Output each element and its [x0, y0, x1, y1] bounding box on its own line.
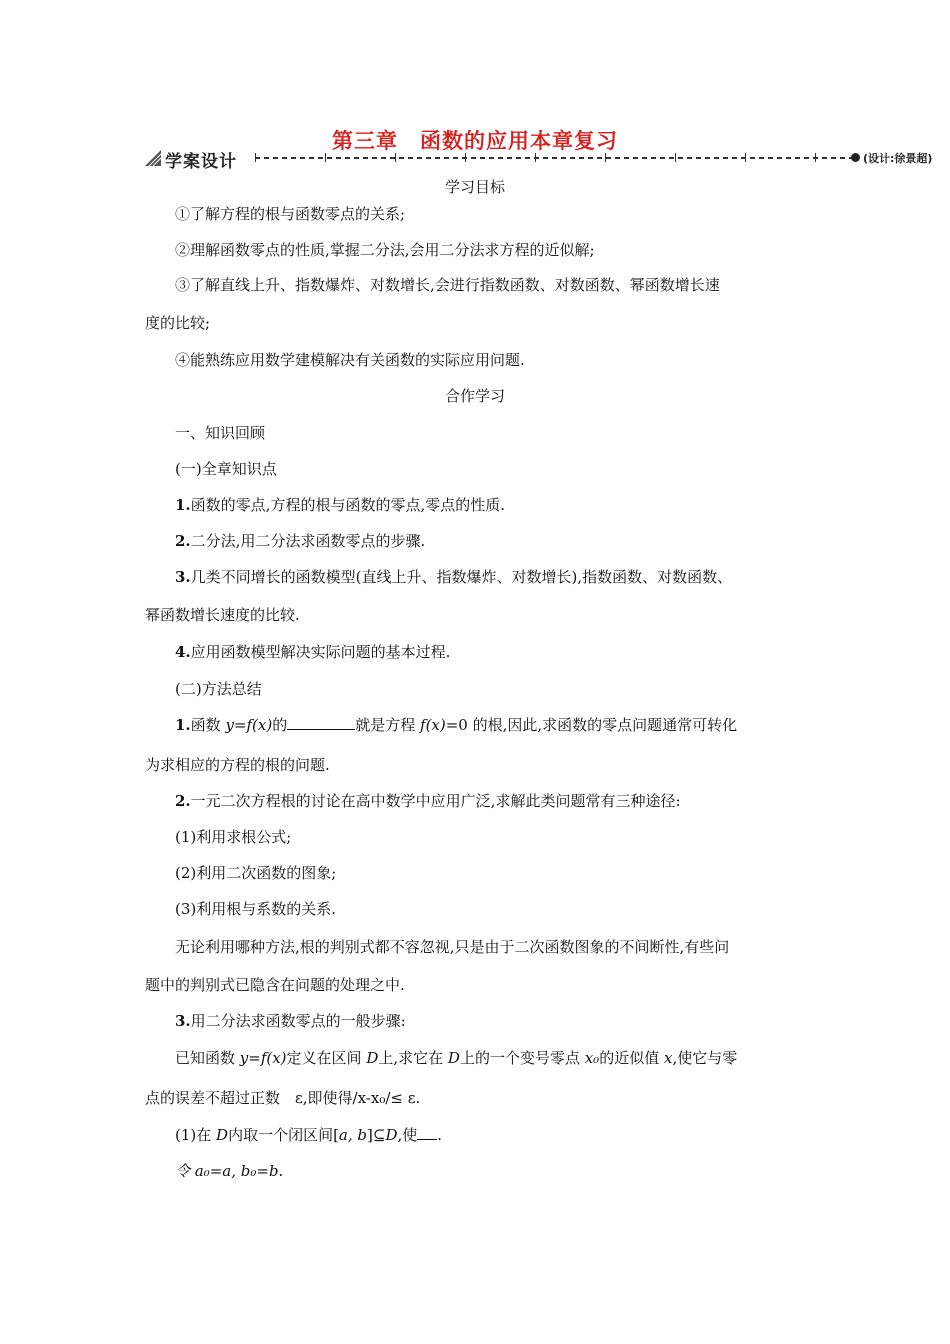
banner-tick: [605, 153, 606, 162]
method-number: 3.: [175, 1012, 191, 1030]
banner-tick: [255, 153, 256, 162]
section-heading: 一、知识回顾: [175, 424, 266, 442]
knowledge-point: [175, 531, 425, 551]
method-3: [175, 1011, 406, 1031]
formula: y=f(x): [225, 716, 273, 734]
banner-end-dot: [851, 153, 860, 162]
formula: y=f(x): [239, 1049, 287, 1067]
point-text: 应用函数模型解决实际问题的基本过程.: [190, 643, 451, 661]
goal-item: 度的比较;: [145, 314, 211, 332]
banner-tick: [535, 153, 536, 162]
method-1-continued: 为求相应的方程的根的问题.: [145, 756, 330, 774]
method-text: =0 的根,因此,求函数的零点问题通常可转化: [445, 716, 738, 734]
method-number: 2.: [175, 792, 191, 810]
subsection-heading: (二)方法总结: [175, 680, 262, 698]
method-text: 内取一个闭区间[: [228, 1126, 339, 1144]
method-text: ,使: [397, 1126, 418, 1144]
method-note-continued: 题中的判别式已隐含在问题的处理之中.: [145, 976, 405, 994]
goal-item: ②理解函数零点的性质,掌握二分法,会用二分法求方程的近似解;: [175, 241, 595, 259]
point-number: 2.: [175, 532, 191, 550]
banner-tick: [465, 153, 466, 162]
point-number: 1.: [175, 496, 191, 514]
banner-divider: [255, 157, 855, 159]
fill-blank: [417, 1125, 437, 1140]
knowledge-point: [175, 495, 505, 515]
point-text: 几类不同增长的函数模型(直线上升、指数爆炸、对数增长),指数函数、对数函数、: [190, 568, 733, 586]
method-3-continued: 点的误差不超过正数 ε,即使得/x-x₀/≤ ε.: [145, 1089, 421, 1107]
fill-blank: [287, 715, 355, 730]
method-text: 定义在区间: [286, 1049, 367, 1067]
banner-tick: [745, 153, 746, 162]
method-text: 一元二次方程根的讨论在高中数学中应用广泛,求解此类问题常有三种途径:: [190, 792, 681, 810]
formula: D: [447, 1049, 460, 1067]
goal-item: ①了解方程的根与函数零点的关系;: [175, 205, 406, 223]
method-text: 用二分法求函数零点的一般步骤:: [190, 1012, 406, 1030]
method-way: (1)利用求根公式;: [175, 828, 292, 846]
knowledge-point: [175, 567, 732, 587]
method-text: 函数: [190, 716, 226, 734]
method-text: (1)在: [175, 1126, 217, 1144]
formula: f(x): [420, 716, 446, 734]
method-text: 上,求它在: [378, 1049, 448, 1067]
banner-tick: [325, 153, 326, 162]
knowledge-point-continued: 幂函数增长速度的比较.: [145, 606, 300, 624]
subsection-heading: (一)全章知识点: [175, 460, 277, 478]
coop-heading: 合作学习: [444, 387, 505, 405]
banner-tick: [395, 153, 396, 162]
goal-item: ③了解直线上升、指数爆炸、对数增长,会进行指数函数、对数函数、幂函数增长速: [175, 276, 720, 294]
formula: D: [366, 1049, 379, 1067]
method-text: 已知函数: [175, 1049, 240, 1067]
method-1: [175, 715, 737, 735]
method-text: 的: [272, 716, 288, 734]
knowledge-point: [175, 642, 450, 662]
method-text: ]⊆: [367, 1126, 386, 1144]
formula: a, b: [338, 1126, 368, 1144]
method-way: (3)利用根与系数的关系.: [175, 900, 337, 918]
formula: x: [663, 1049, 673, 1067]
method-text: 上的一个变号零点: [459, 1049, 585, 1067]
method-3-step-1: [175, 1125, 442, 1145]
point-number: 4.: [175, 643, 191, 661]
banner-author: (设计:徐景超): [863, 152, 933, 165]
formula: D: [216, 1126, 229, 1144]
method-3-paragraph: [175, 1048, 737, 1068]
method-way: (2)利用二次函数的图象;: [175, 864, 337, 882]
method-3-let: 令 a₀=a, b₀=b.: [175, 1162, 284, 1180]
formula: x₀: [584, 1049, 600, 1067]
method-text: ,使它与零: [672, 1049, 738, 1067]
banner-label: 学案设计: [165, 152, 237, 172]
method-note: 无论利用哪种方法,根的判别式都不容忽视,只是由于二次函数图象的不间断性,有些问: [175, 938, 730, 956]
formula: D: [385, 1126, 398, 1144]
method-text: .: [437, 1126, 443, 1144]
method-number: 1.: [175, 716, 191, 734]
point-text: 函数的零点,方程的根与函数的零点,零点的性质.: [190, 496, 505, 514]
method-text: 的近似值: [599, 1049, 664, 1067]
point-number: 3.: [175, 568, 191, 586]
section-banner: [145, 146, 933, 172]
banner-tick: [675, 153, 676, 162]
triangle-icon: [145, 150, 161, 166]
goals-heading: 学习目标: [444, 178, 505, 196]
method-text: 就是方程: [355, 716, 421, 734]
goal-item: ④能熟练应用数学建模解决有关函数的实际应用问题.: [175, 351, 525, 369]
banner-tick: [815, 153, 816, 162]
chapter-title: 第三章 函数的应用本章复习: [332, 129, 618, 153]
method-2: [175, 791, 681, 811]
point-text: 二分法,用二分法求函数零点的步骤.: [190, 532, 426, 550]
